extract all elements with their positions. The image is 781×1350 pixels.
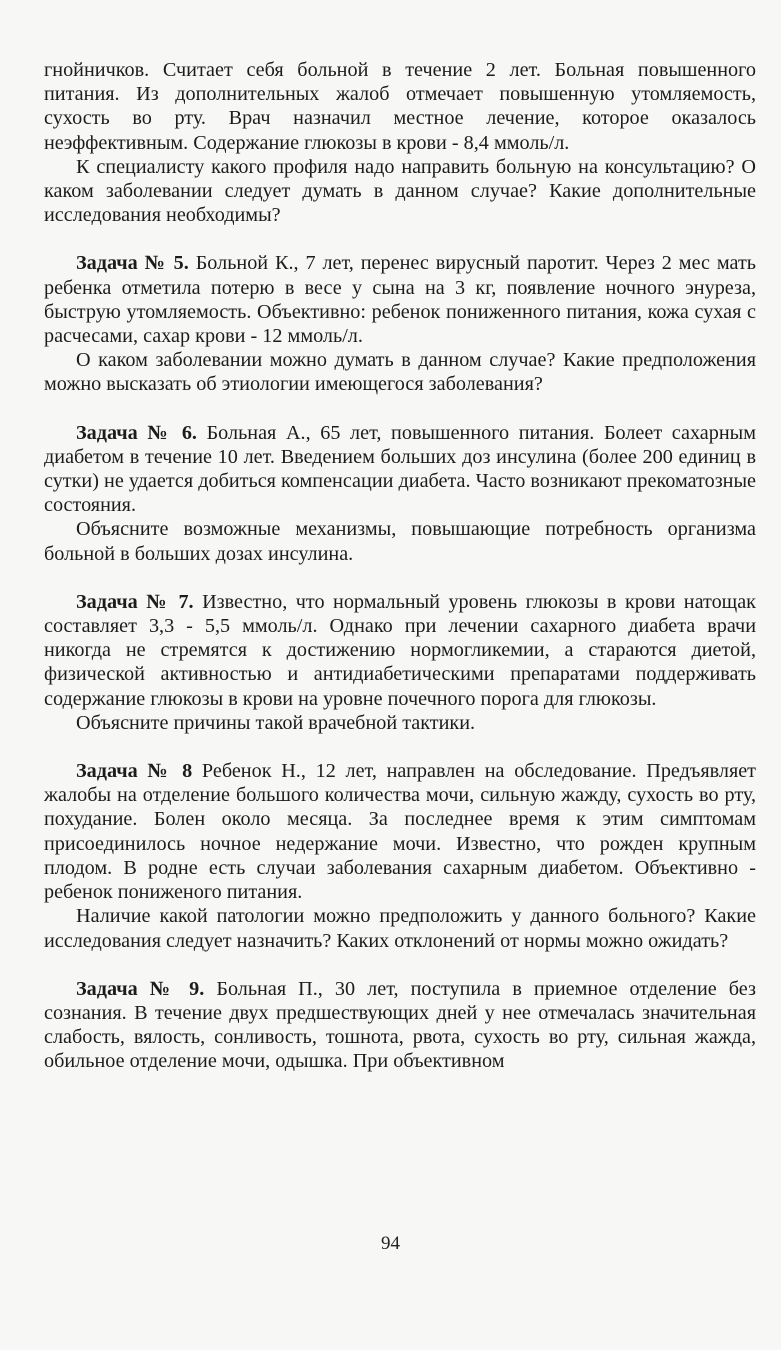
page-content (44, 58, 756, 1074)
task-9-paragraph (44, 977, 756, 1074)
task-8-question: Наличие какой патологии можно предположить у данного больного? Какие исследования следует назначить? Каких отклонений от нормы можно ожидать? (44, 905, 756, 952)
task-6-paragraph (44, 421, 756, 518)
task-7-paragraph (44, 590, 756, 711)
task-7-label: Задача № 7. (76, 590, 194, 613)
task-9-label: Задача № 9. (76, 977, 205, 1000)
task-5-question: О каком заболевании можно думать в данном случае? Какие предположения можно высказать об этиологии имеющегося заболевания? (44, 349, 756, 396)
task-7-text: Известно, что нормальный уровень глюкозы в крови натощак составляет 3,3 - 5,5 ммоль/л. Однако при лечении сахарного диабета врачи никогда не стремятся к достижению нормогликемии, а стараются диетой, физической активностью и антидиабетическими препаратами поддерживать содержание глюкозы в крови на уровне почечного порога для глюкозы. (44, 590, 756, 710)
task-6-question: Объясните возможные механизмы, повышающие потребность организма больной в больших дозах инсулина. (44, 518, 756, 565)
page-number: 94 (381, 1233, 400, 1254)
continued-paragraph: гнойничков. Считает себя больной в течение 2 лет. Больная повышенного питания. Из дополнительных жалоб отмечает повышенную утомляемость, сухость во рту. Врач назначил местное лечение, которое оказалось неэффективным. Содержание глюкозы в крови - 8,4 ммоль/л. (44, 59, 756, 154)
task-6-text: Больная А., 65 лет, повышенного питания. Болеет сахарным диабетом в течение 10 лет. Введением больших доз инсулина (более 200 единиц в сутки) не удается добиться компенсации диабета. Часто возникают прекоматозные состояния. (44, 421, 756, 517)
task-6-label: Задача № 6. (76, 421, 197, 444)
task-5-paragraph (44, 251, 756, 348)
question-paragraph: К специалисту какого профиля надо направить больную на консультацию? О каком заболевании следует думать в данном случае? Какие дополнительные исследования необходимы? (44, 155, 756, 227)
task-9-text: Больная П., 30 лет, поступила в приемное отделение без сознания. В течение двух предшествующих дней у нее отмечалась значительная слабость, вялость, сонливость, тошнота, рвота, сухость во рту, сильная жажда, обильное отделение мочи, одышка. При объективном (44, 977, 756, 1073)
task-8-paragraph (44, 759, 756, 904)
task-7-question: Объясните причины такой врачебной тактики. (76, 711, 476, 734)
task-8-label: Задача № 8 (76, 760, 193, 783)
task-5-label: Задача № 5. (76, 252, 189, 275)
task-8-text: Ребенок Н., 12 лет, направлен на обследование. Предъявляет жалобы на отделение большого количества мочи, сильную жажду, сухость во рту, похудание. Болен около месяца. За последнее время к этим симптомам присоединилось ночное недержание мочи. Известно, что рожден крупным плодом. В родне есть случаи заболевания сахарным диабетом. Объективно - ребенок пониженого питания. (44, 760, 757, 904)
task-5-text: Больной К., 7 лет, перенес вирусный паротит. Через 2 мес мать ребенка отметила потерю в весе у сына на 3 кг, появление ночного энуреза, быструю утомляемость. Объективно: ребенок пониженного питания, кожа сухая с расчесами, сахар крови - 12 ммоль/л. (44, 252, 756, 348)
